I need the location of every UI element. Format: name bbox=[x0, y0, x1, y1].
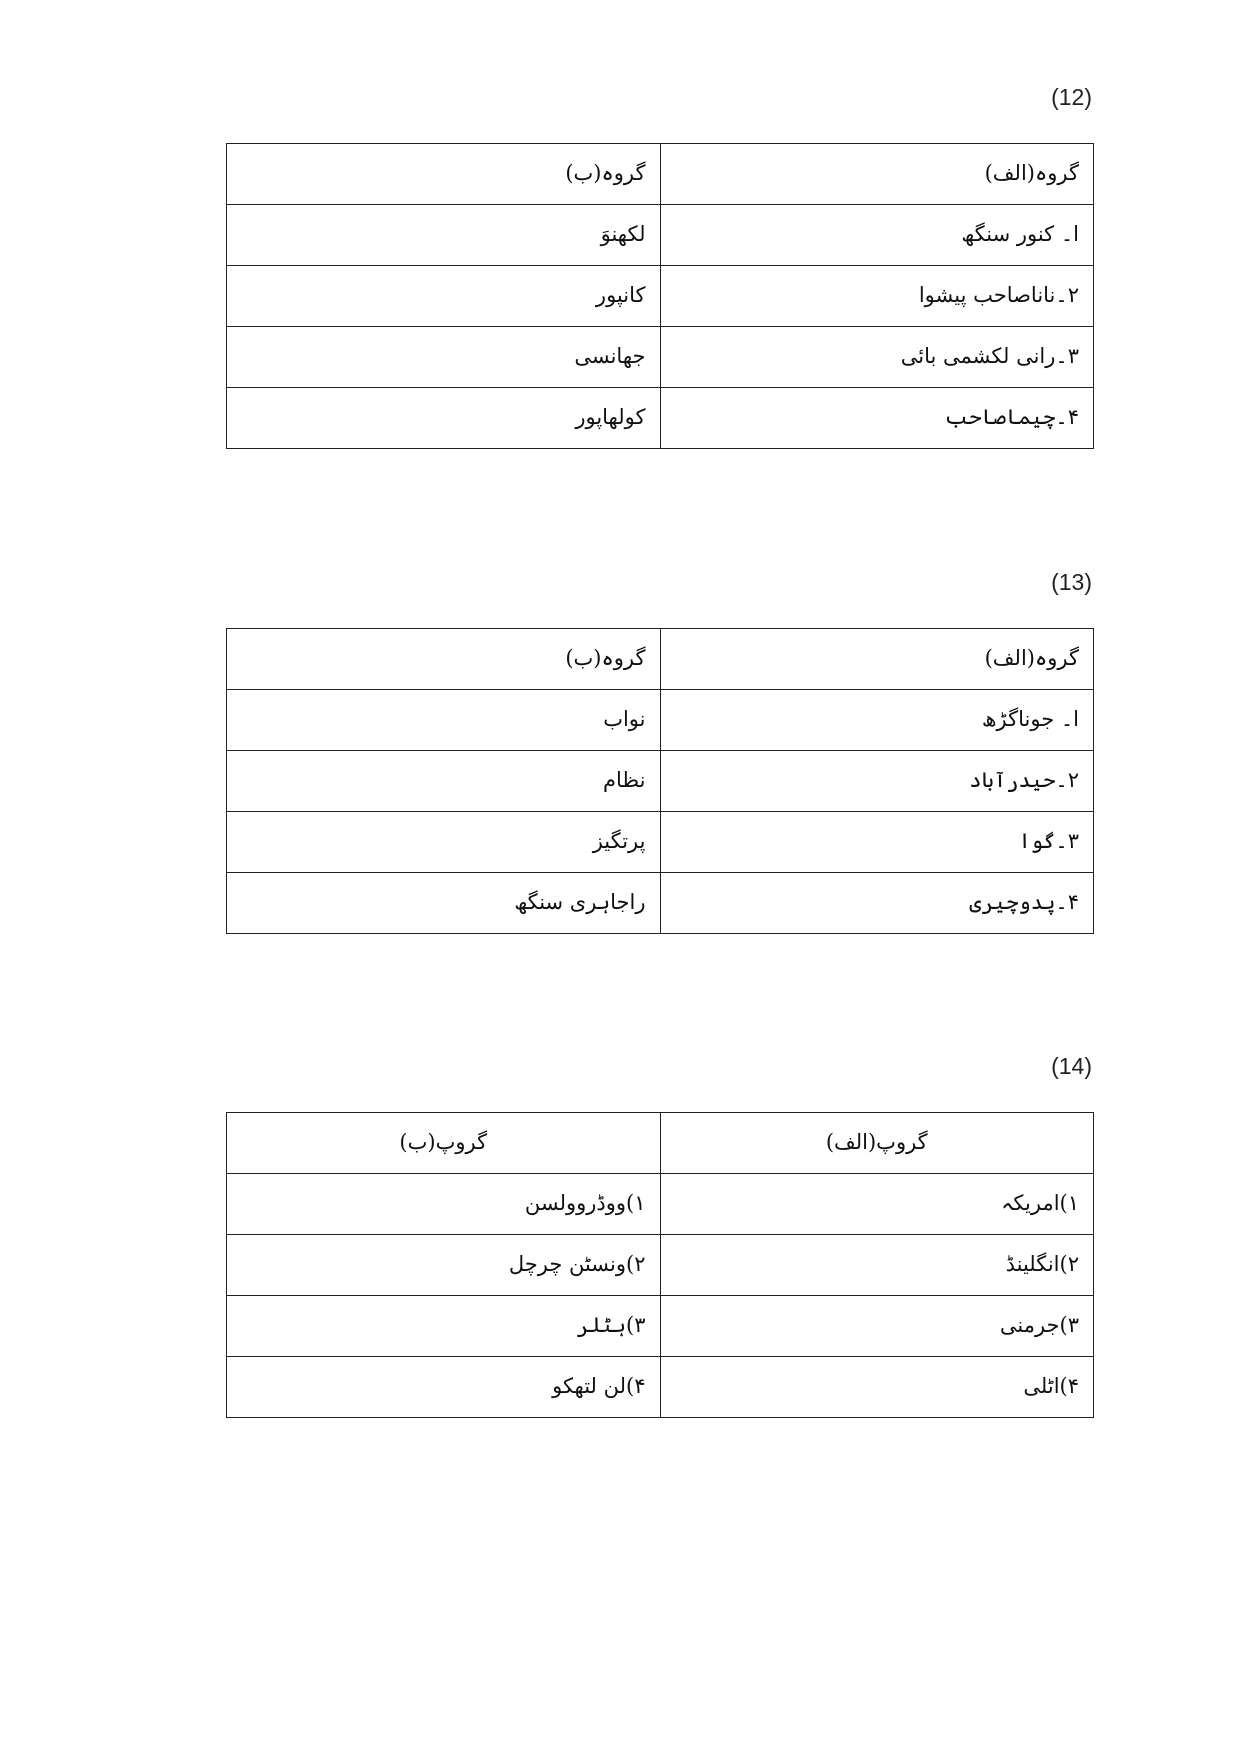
table-row bbox=[227, 1357, 1094, 1418]
table-row bbox=[227, 327, 1094, 388]
table-row bbox=[227, 1296, 1094, 1357]
column-a-cell: ا۔ کنور سنگھ bbox=[660, 205, 1094, 266]
column-a-cell: ۴۔چیماصاحب bbox=[660, 388, 1094, 449]
column-b-cell: راجاہری سنگھ bbox=[227, 873, 661, 934]
column-a-cell: ۳)جرمنی bbox=[660, 1296, 1094, 1357]
column-b-cell: جھانسی bbox=[227, 327, 661, 388]
table-row bbox=[227, 205, 1094, 266]
table-row bbox=[227, 388, 1094, 449]
match-table bbox=[226, 143, 1094, 449]
column-b-cell: ۱)ووڈروولسن bbox=[227, 1174, 661, 1235]
table-row bbox=[227, 1174, 1094, 1235]
column-b-cell: ۴)لن لتھکو bbox=[227, 1357, 661, 1418]
question-number: (14) bbox=[1051, 1053, 1092, 1079]
match-table bbox=[226, 628, 1094, 934]
column-a-cell: ۲)انگلینڈ bbox=[660, 1235, 1094, 1296]
column-a-cell: ۳۔رانی لکشمی بائی bbox=[660, 327, 1094, 388]
column-a-cell: ۴)اٹلی bbox=[660, 1357, 1094, 1418]
table-row bbox=[227, 690, 1094, 751]
table-row bbox=[227, 1235, 1094, 1296]
column-b-header: گروپ(ب) bbox=[227, 1113, 661, 1174]
table-row bbox=[227, 266, 1094, 327]
column-b-header: گروہ(ب) bbox=[227, 144, 661, 205]
column-b-cell: ۳)ہٹلر bbox=[227, 1296, 661, 1357]
column-b-cell: نواب bbox=[227, 690, 661, 751]
column-b-cell: ۲)ونسٹن چرچل bbox=[227, 1235, 661, 1296]
table-row bbox=[227, 873, 1094, 934]
column-a-header: گروہ(الف) bbox=[660, 629, 1094, 690]
match-table bbox=[226, 1112, 1094, 1418]
column-b-cell: کولھاپور bbox=[227, 388, 661, 449]
table-header-row bbox=[227, 144, 1094, 205]
column-b-cell: پرتگیز bbox=[227, 812, 661, 873]
column-a-cell: ا۔ جوناگڑھ bbox=[660, 690, 1094, 751]
column-a-cell: ۲۔ناناصاحب پیشوا bbox=[660, 266, 1094, 327]
column-b-cell: لکھنوَ bbox=[227, 205, 661, 266]
column-a-cell: ۳۔گوا bbox=[660, 812, 1094, 873]
column-b-header: گروہ(ب) bbox=[227, 629, 661, 690]
table-header-row bbox=[227, 629, 1094, 690]
column-a-header: گروہ(الف) bbox=[660, 144, 1094, 205]
table-row bbox=[227, 812, 1094, 873]
column-b-cell: کانپور bbox=[227, 266, 661, 327]
column-a-header: گروپ(الف) bbox=[660, 1113, 1094, 1174]
column-a-cell: ۱)امریکہ bbox=[660, 1174, 1094, 1235]
column-b-cell: نظام bbox=[227, 751, 661, 812]
column-a-cell: ۴۔پدوچیری bbox=[660, 873, 1094, 934]
question-number: (12) bbox=[1051, 84, 1092, 110]
table-header-row bbox=[227, 1113, 1094, 1174]
question-number: (13) bbox=[1051, 569, 1092, 595]
column-a-cell: ۲۔حیدرآباد bbox=[660, 751, 1094, 812]
table-row bbox=[227, 751, 1094, 812]
